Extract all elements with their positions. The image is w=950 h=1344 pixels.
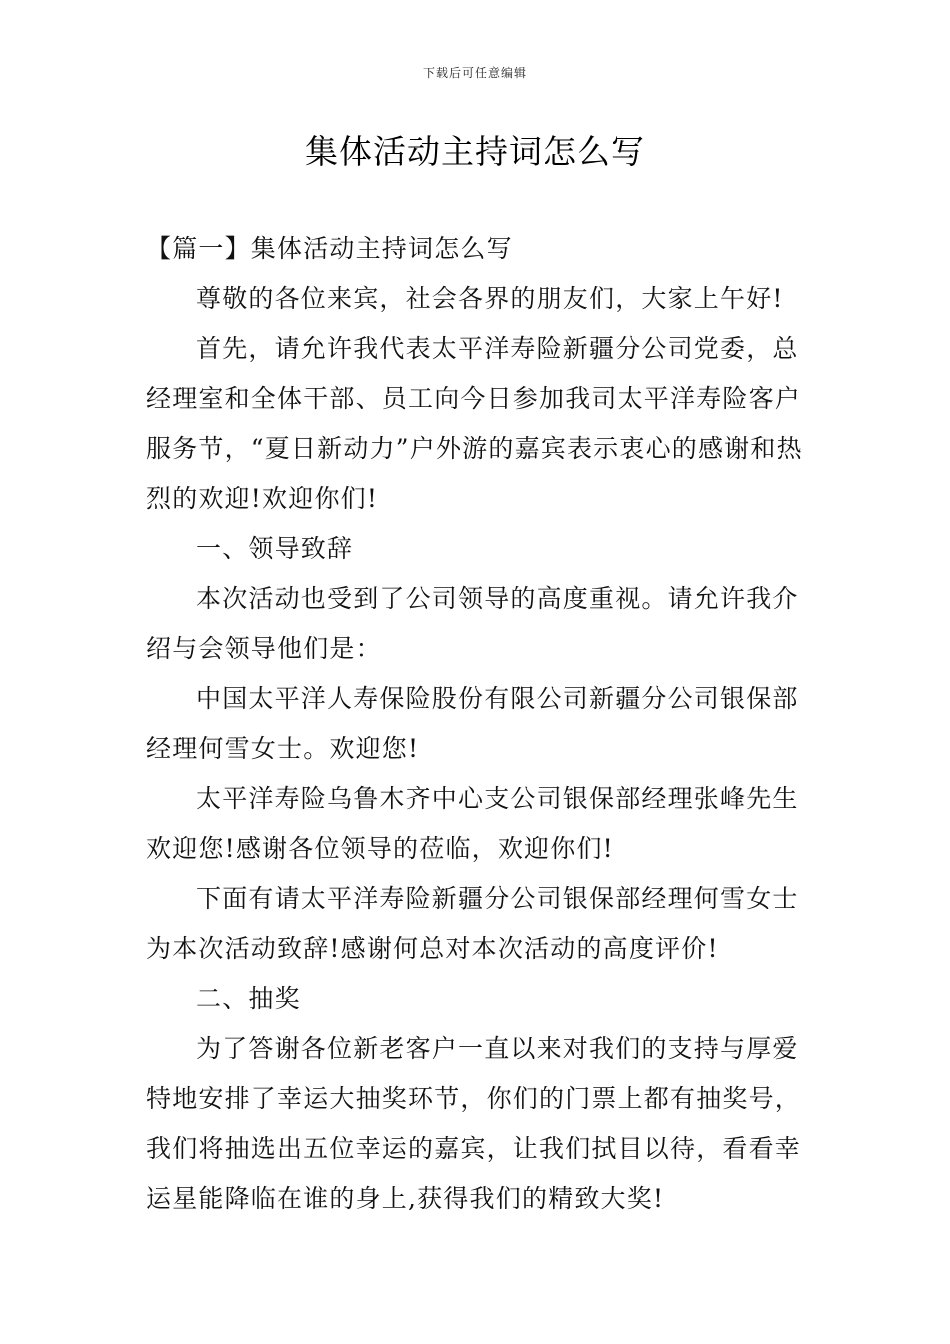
leader-two-paragraph: 太平洋寿险乌鲁木齐中心支公司银保部经理张峰先生欢迎您!感谢各位领导的莅临，欢迎你们! xyxy=(146,784,799,863)
leader-one-paragraph: 中国太平洋人寿保险股份有限公司新疆分公司银保部经理何雪女士。欢迎您! xyxy=(146,684,799,763)
document-title: 集体活动主持词怎么写 xyxy=(305,132,645,171)
greeting-paragraph: 尊敬的各位来宾，社会各界的朋友们，大家上午好! xyxy=(196,284,784,313)
leaders-intro-paragraph: 本次活动也受到了公司领导的高度重视。请允许我介绍与会领导他们是： xyxy=(146,584,799,663)
subheading-leader-speech: 一、领导致辞 xyxy=(196,534,354,563)
section-heading: 【篇一】集体活动主持词怎么写 xyxy=(146,234,513,263)
header-note: 下载后可任意编辑 xyxy=(422,66,527,80)
speech-invite-paragraph: 下面有请太平洋寿险新疆分公司银保部经理何雪女士为本次活动致辞!感谢何总对本次活动的高度评价! xyxy=(146,884,799,963)
lottery-paragraph: 为了答谢各位新老客户一直以来对我们的支持与厚爱特地安排了幸运大抽奖环节，你们的门票上都有抽奖号，我们将抽选出五位幸运的嘉宾，让我们拭目以待，看看幸运星能降临在谁的身上,获得我们的精致大奖! xyxy=(146,1034,802,1213)
welcome-paragraph: 首先，请允许我代表太平洋寿险新疆分公司党委，总经理室和全体干部、员工向今日参加我司太平洋寿险客户服务节，“夏日新动力”户外游的嘉宾表示衷心的感谢和热烈的欢迎!欢迎你们! xyxy=(146,334,803,513)
subheading-lottery: 二、抽奖 xyxy=(196,984,301,1013)
document-body xyxy=(146,224,812,1224)
